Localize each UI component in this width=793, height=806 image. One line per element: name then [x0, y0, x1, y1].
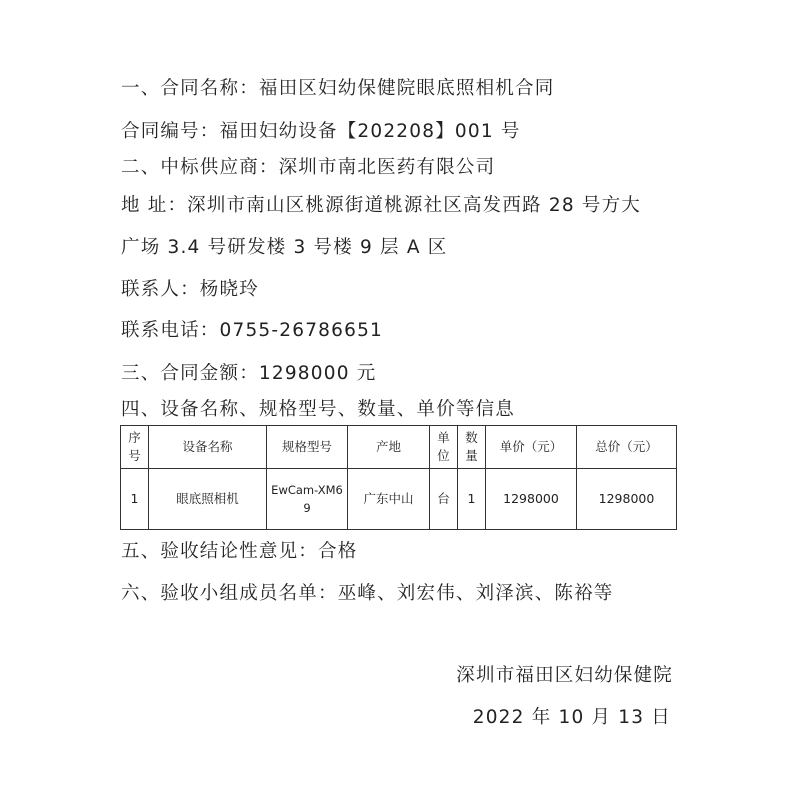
table-header-row [121, 426, 677, 469]
header-origin: 产地 [348, 426, 430, 469]
supplier-line: 二、中标供应商：深圳市南北医药有限公司 [121, 157, 496, 178]
acceptance-members-line: 六、验收小组成员名单：巫峰、刘宏伟、刘泽滨、陈裕等 [121, 583, 614, 604]
address-continued-line: 广场 3.4 号研发楼 3 号楼 9 层 A 区 [121, 237, 448, 258]
header-device-name: 设备名称 [149, 426, 267, 469]
header-unit: 单位 [430, 426, 458, 469]
cell-quantity: 1 [458, 469, 486, 530]
contract-number-line: 合同编号：福田妇幼设备【202208】001 号 [121, 121, 521, 142]
contact-person-line: 联系人：杨晓玲 [121, 279, 259, 300]
contract-amount-line: 三、合同金额：1298000 元 [121, 363, 377, 384]
header-total-price: 总价（元） [577, 426, 677, 469]
cell-origin: 广东中山 [348, 469, 430, 530]
address-line: 地 址：深圳市南山区桃源街道桃源社区高发西路 28 号方大 [121, 195, 641, 216]
signature-organization: 深圳市福田区妇幼保健院 [456, 665, 673, 686]
header-quantity: 数量 [458, 426, 486, 469]
signature-date: 2022 年 10 月 13 日 [472, 707, 671, 728]
equipment-info-heading: 四、设备名称、规格型号、数量、单价等信息 [121, 399, 516, 420]
cell-index: 1 [121, 469, 149, 530]
contract-name-line: 一、合同名称：福田区妇幼保健院眼底照相机合同 [121, 78, 555, 99]
header-model: 规格型号 [267, 426, 348, 469]
acceptance-conclusion-line: 五、验收结论性意见：合格 [121, 541, 358, 562]
table-row [121, 469, 677, 530]
header-unit-price: 单价（元） [486, 426, 577, 469]
cell-unit: 台 [430, 469, 458, 530]
contact-phone-line: 联系电话：0755-26786651 [121, 320, 384, 341]
cell-total-price: 1298000 [577, 469, 677, 530]
cell-device-name: 眼底照相机 [149, 469, 267, 530]
header-index: 序号 [121, 426, 149, 469]
equipment-table [120, 425, 677, 530]
cell-unit-price: 1298000 [486, 469, 577, 530]
cell-model: EwCam-XM69 [267, 469, 348, 530]
